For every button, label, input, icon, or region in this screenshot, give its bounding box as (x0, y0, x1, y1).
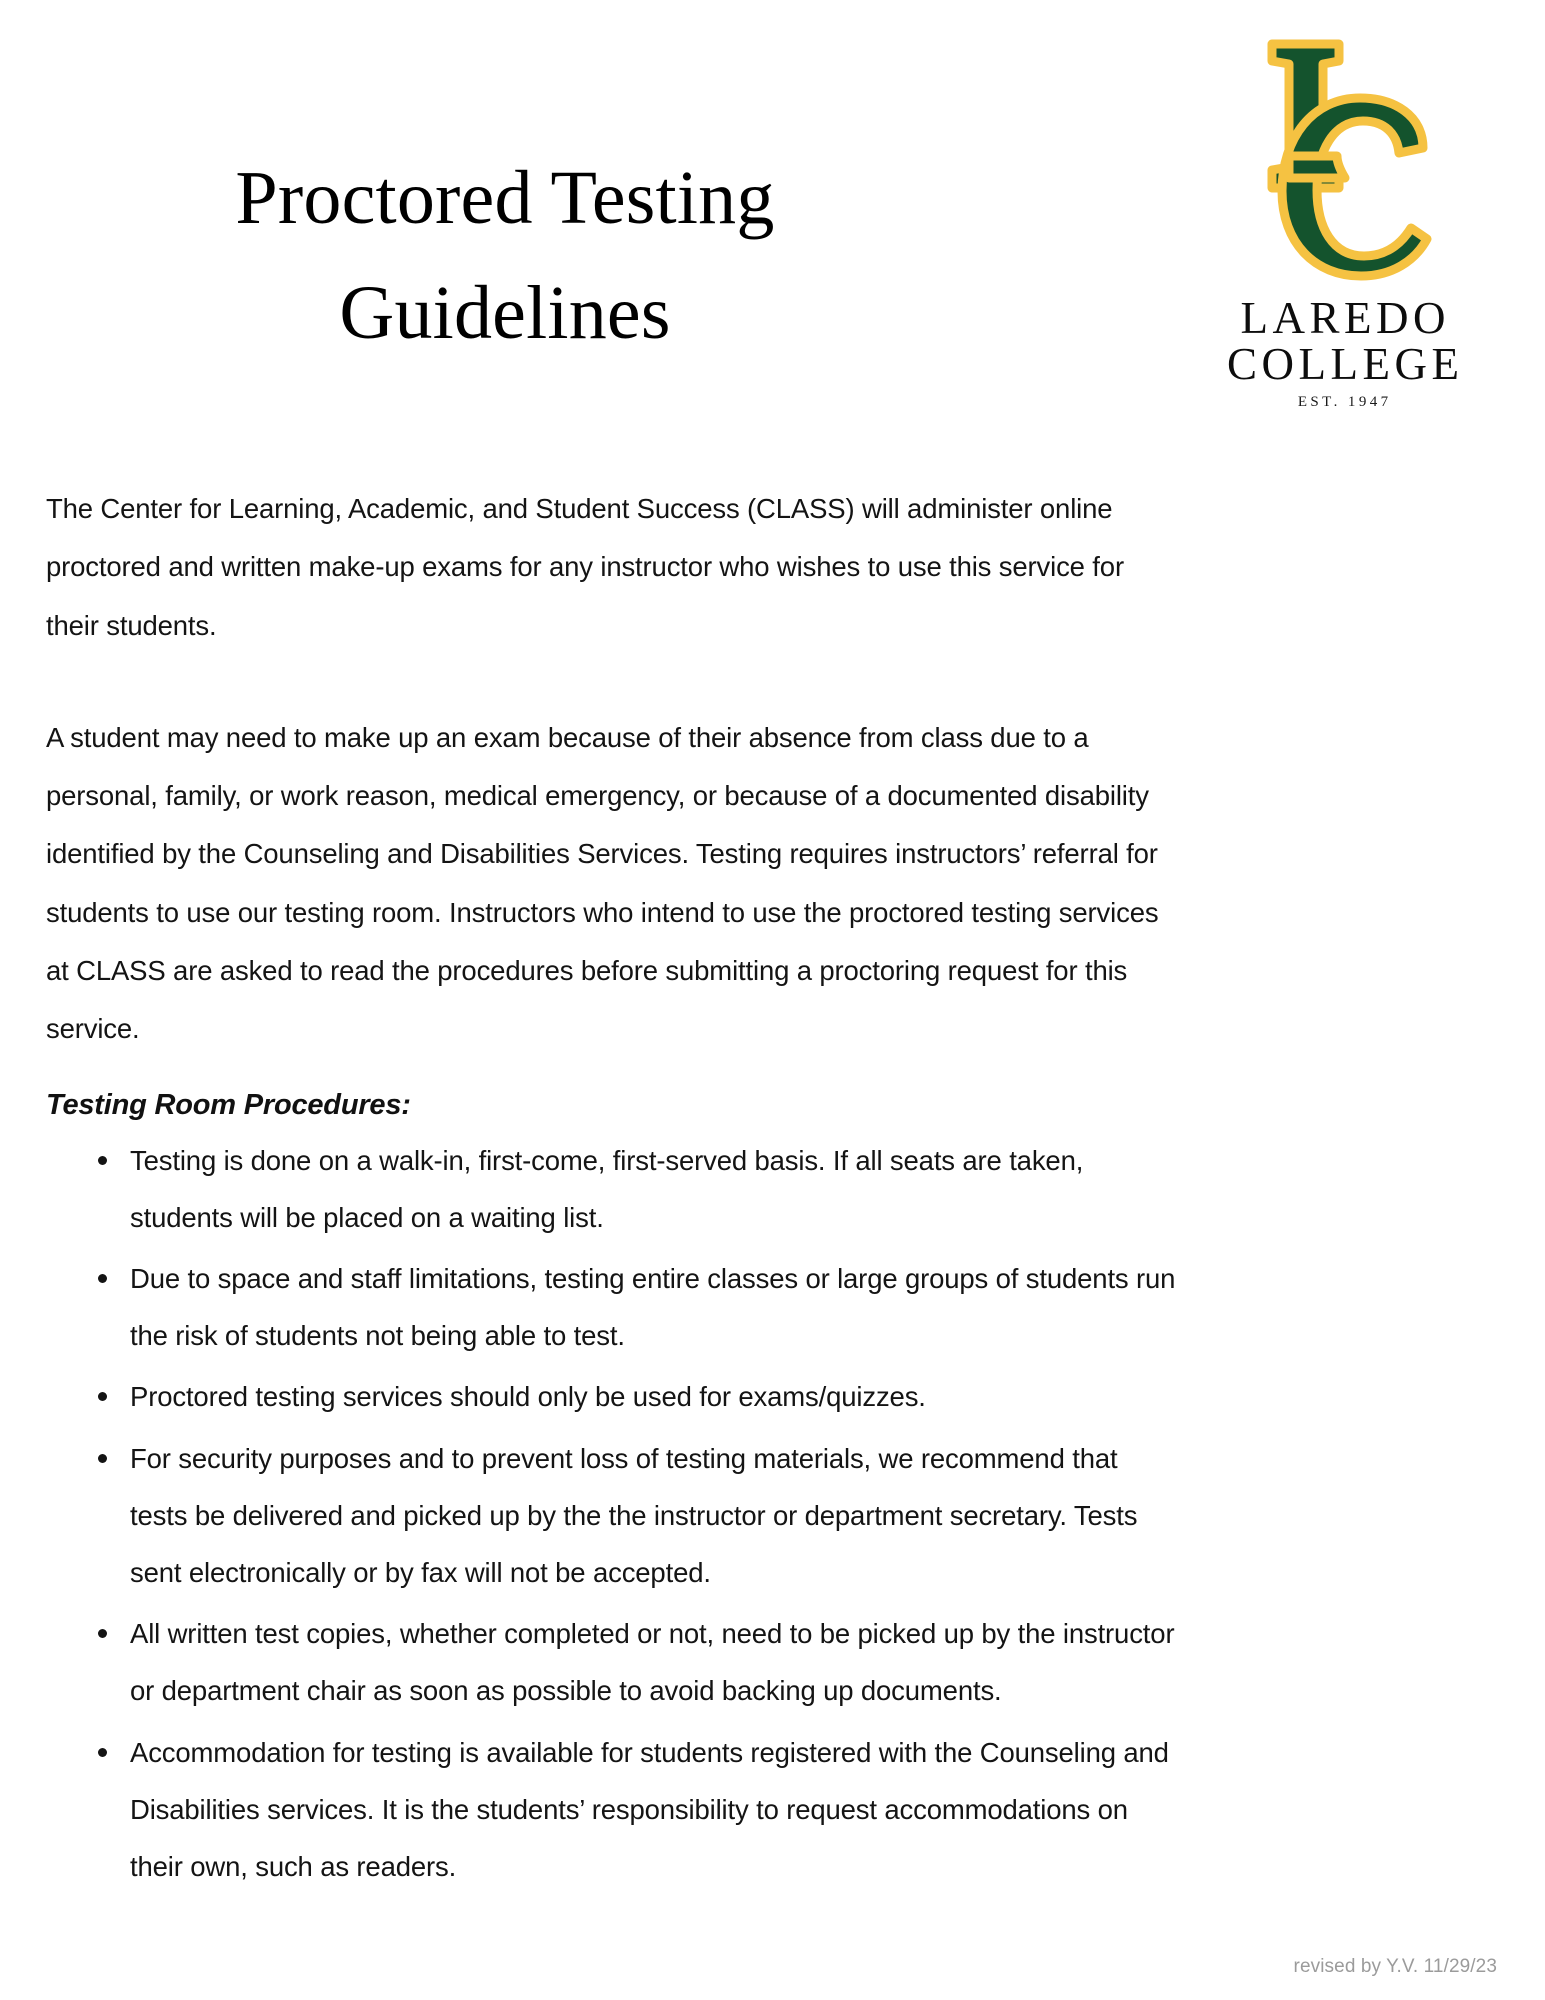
revision-note: revised by Y.V. 11/29/23 (1293, 1956, 1497, 1977)
list-item: For security purposes and to prevent loss of testing materials, we recommend that tests be delivered and picked up by the the instructor or department secretary. Tests sent electronically or by fax will not be accepted. (92, 1430, 1176, 1602)
logo-wordmark-laredo: LAREDO (1240, 293, 1450, 343)
list-item: All written test copies, whether completed or not, need to be picked up by the instructor or department chair as soon as possible to avoid backing up documents. (92, 1605, 1176, 1719)
logo-wordmark-college: COLLEGE (1227, 338, 1464, 389)
section-heading-testing-room-procedures: Testing Room Procedures: (46, 1088, 411, 1121)
document-body (46, 480, 1176, 1899)
list-item: Due to space and staff limitations, testing entire classes or large groups of students run the risk of students not being able to test. (92, 1250, 1176, 1364)
procedures-list (46, 1132, 1176, 1895)
list-item: Proctored testing services should only be used for exams/quizzes. (92, 1368, 1176, 1425)
logo-established-text: EST. 1947 (1297, 393, 1392, 410)
list-item: Accommodation for testing is available for students registered with the Counseling and Disabilities services. It is the students’ responsibility to request accommodations on their own, such as readers. (92, 1724, 1176, 1896)
intro-paragraph-2: A student may need to make up an exam because of their absence from class due to a personal, family, or work reason, medical emergency, or because of a documented disability identified by the Counseling and Disabilities Services. Testing requires instructors’ referral for students to use our testing room. Instructors who intend to use the proctored testing services at CLASS are asked to read the procedures before submitting a proctoring request for this service. (46, 721, 1159, 1045)
list-item: Testing is done on a walk-in, first-come, first-served basis. If all seats are taken, students will be placed on a waiting list. (92, 1132, 1176, 1246)
intro-paragraph-1: The Center for Learning, Academic, and Student Success (CLASS) will administer online proctored and written make-up exams for any instructor who wishes to use this service for their students. (46, 493, 1124, 641)
page-title: Proctored Testing Guidelines (235, 155, 775, 356)
document-header (0, 0, 1545, 470)
laredo-college-logo (1193, 28, 1493, 411)
lc-monogram-icon (1227, 28, 1459, 300)
